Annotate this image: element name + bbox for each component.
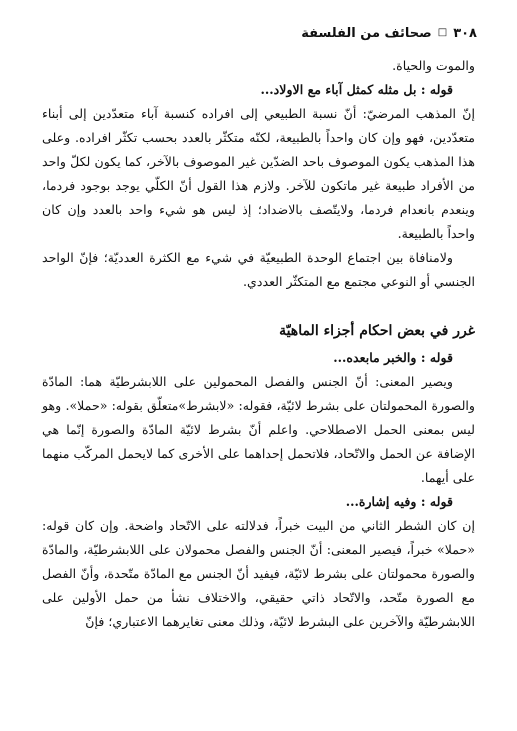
paragraph-4: ويصير المعنى: أنّ الجنس والفصل المحمولين على اللابشرطيّة هما: المادّة والصورة المحمولتان على بشرط لائيّة، فقوله: «لابشرط»متعلّق بقوله: «حملا». وهو ليس بمعنى الحمل الاصطلاحي. واعلم أنّ بشرط لائيّة المادّة والصورة إنّما هي الإضافة عن الحمل والاتّحاد، فلاتحمل إحداهما على الأخرى كما لايحمل المركّب منهما على أيهما. xyxy=(42,374,475,485)
book-title: صحائف من الفلسفة xyxy=(301,25,432,41)
section-heading: غرر في بعض احكام أجزاء الماهيّة xyxy=(279,323,475,339)
paragraph-3: ولامنافاة بين اجتماع الوحدة الطبيعيّة في شيء مع الكثرة العدديّة؛ فإنّ الواحد الجنسي أو النوعي مجتمع مع المتكثّر العددي. xyxy=(42,250,475,289)
page-header xyxy=(40,22,477,44)
header-separator: □ xyxy=(437,27,448,38)
quote-label-2: قوله : والخبر مابعده... xyxy=(333,350,453,365)
quote-label-1: قوله : بل مثله كمثل آباء مع الاولاد... xyxy=(260,82,453,97)
paragraph-1: والموت والحياة. xyxy=(392,58,475,73)
paragraph-5: إن كان الشطر الثاني من البيت خبراً، فدلالته على الاتّحاد واضحة. وإن كان قوله: «حملا» خبراً، فيصير المعنى: أنّ الجنس والفصل محمولان على اللابشرطيّة، والمادّة والصورة محمولتان على بشرط لائيّة، فيفيد أنّ الجنس مع المادّة متّحدة، وأنّ الفصل مع الصورة متّحد، والاتّحاد ذاتي حقيقي، والاختلاف نشأ من حمل الأولين على اللابشرطيّة والآخرين على البشرط لائيّة، وذلك معنى تغايرهما الاعتباري؛ فإنّ xyxy=(42,518,475,629)
page-body xyxy=(42,54,475,634)
paragraph-2: إنّ المذهب المرضيّ: أنّ نسبة الطبيعي إلى افراده كنسبة آباء متعدّدين إلى أبناء متعدّدين، فهو وإن كان واحداً بالطبيعة، لكنّه متكثّر بالعدد بحسب تكثّر افراده. وعلى هذا المذهب يكون الموصوف باحد الضدّين غير الموصوف بالآخر، كما يكون لكلّ واحد من الأفراد طبيعة غير ماتكون للآخر. ولازم هذا القول أنّ الكلّي يوجد بوجود فردما، وينعدم بانعدام فردما، ولايتّصف بالاضداد؛ إذ ليس هو شيء واحد بالعدد وإن كان واحداً بالطبيعة. xyxy=(42,106,475,241)
page-number: ٣٠٨ xyxy=(453,25,477,41)
quote-label-3: قوله : وفيه إشارة... xyxy=(345,494,453,509)
